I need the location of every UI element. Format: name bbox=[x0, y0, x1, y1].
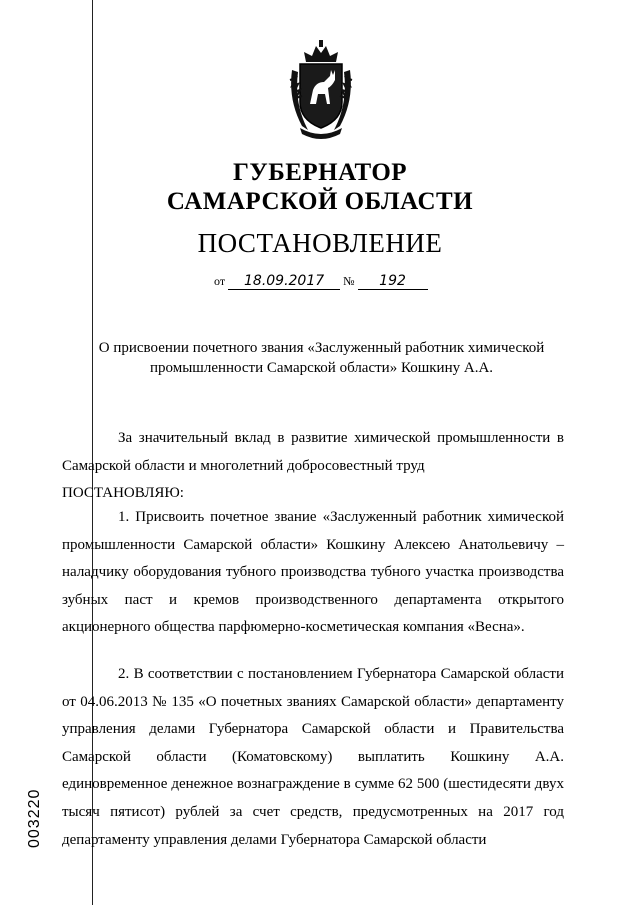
item-2-paragraph: 2. В соответствии с постановлением Губернатора Самарской области от 04.06.2013 № 135 «О почетных званиях Самарской области» департаменту управления делами Губернатора Самарской области и Правительства Самарской области (Коматовскому) выплатить Кошкину А.А. единовременное денежное вознаграждение в сумме 62 500 (шестидесяти двух тысяч пятисот) рублей за счет средств, предусмотренных на 2017 год департаменту управления делами Губернатора Самарской области bbox=[62, 666, 564, 848]
intro-paragraph: За значительный вклад в развитие химической промышленности в Самарской области и многолетний добросовестный труд bbox=[62, 430, 564, 474]
date-label: от bbox=[214, 274, 226, 288]
side-registration-number: 003220 bbox=[26, 788, 43, 848]
document-type: ПОСТАНОВЛЕНИЕ bbox=[197, 228, 443, 258]
title-governor: ГУБЕРНАТОР bbox=[232, 159, 408, 186]
resolution-statement: ПОСТАНОВЛЯЮ: bbox=[62, 485, 184, 501]
document-number: 192 bbox=[358, 273, 428, 290]
document-date: 18.09.2017 bbox=[228, 273, 340, 290]
document-subject: О присвоении почетного звания «Заслуженный работник химической промышленности Самарской области» Кошкину А.А. bbox=[98, 340, 545, 376]
title-region: САМАРСКОЙ ОБЛАСТИ bbox=[166, 188, 474, 215]
item-1-paragraph: 1. Присвоить почетное звание «Заслуженный работник химической промышленности Самарской области» Кошкину Алексею Анатольевичу – наладчику оборудования тубного производства тубного участка производства зубных паст и кремов производственного департамента открытого акционерного общества парфюмерно-косметическая компания «Весна». bbox=[62, 509, 564, 636]
date-number-line bbox=[214, 273, 428, 290]
coat-of-arms-icon bbox=[286, 40, 356, 140]
number-label: № bbox=[343, 274, 355, 288]
